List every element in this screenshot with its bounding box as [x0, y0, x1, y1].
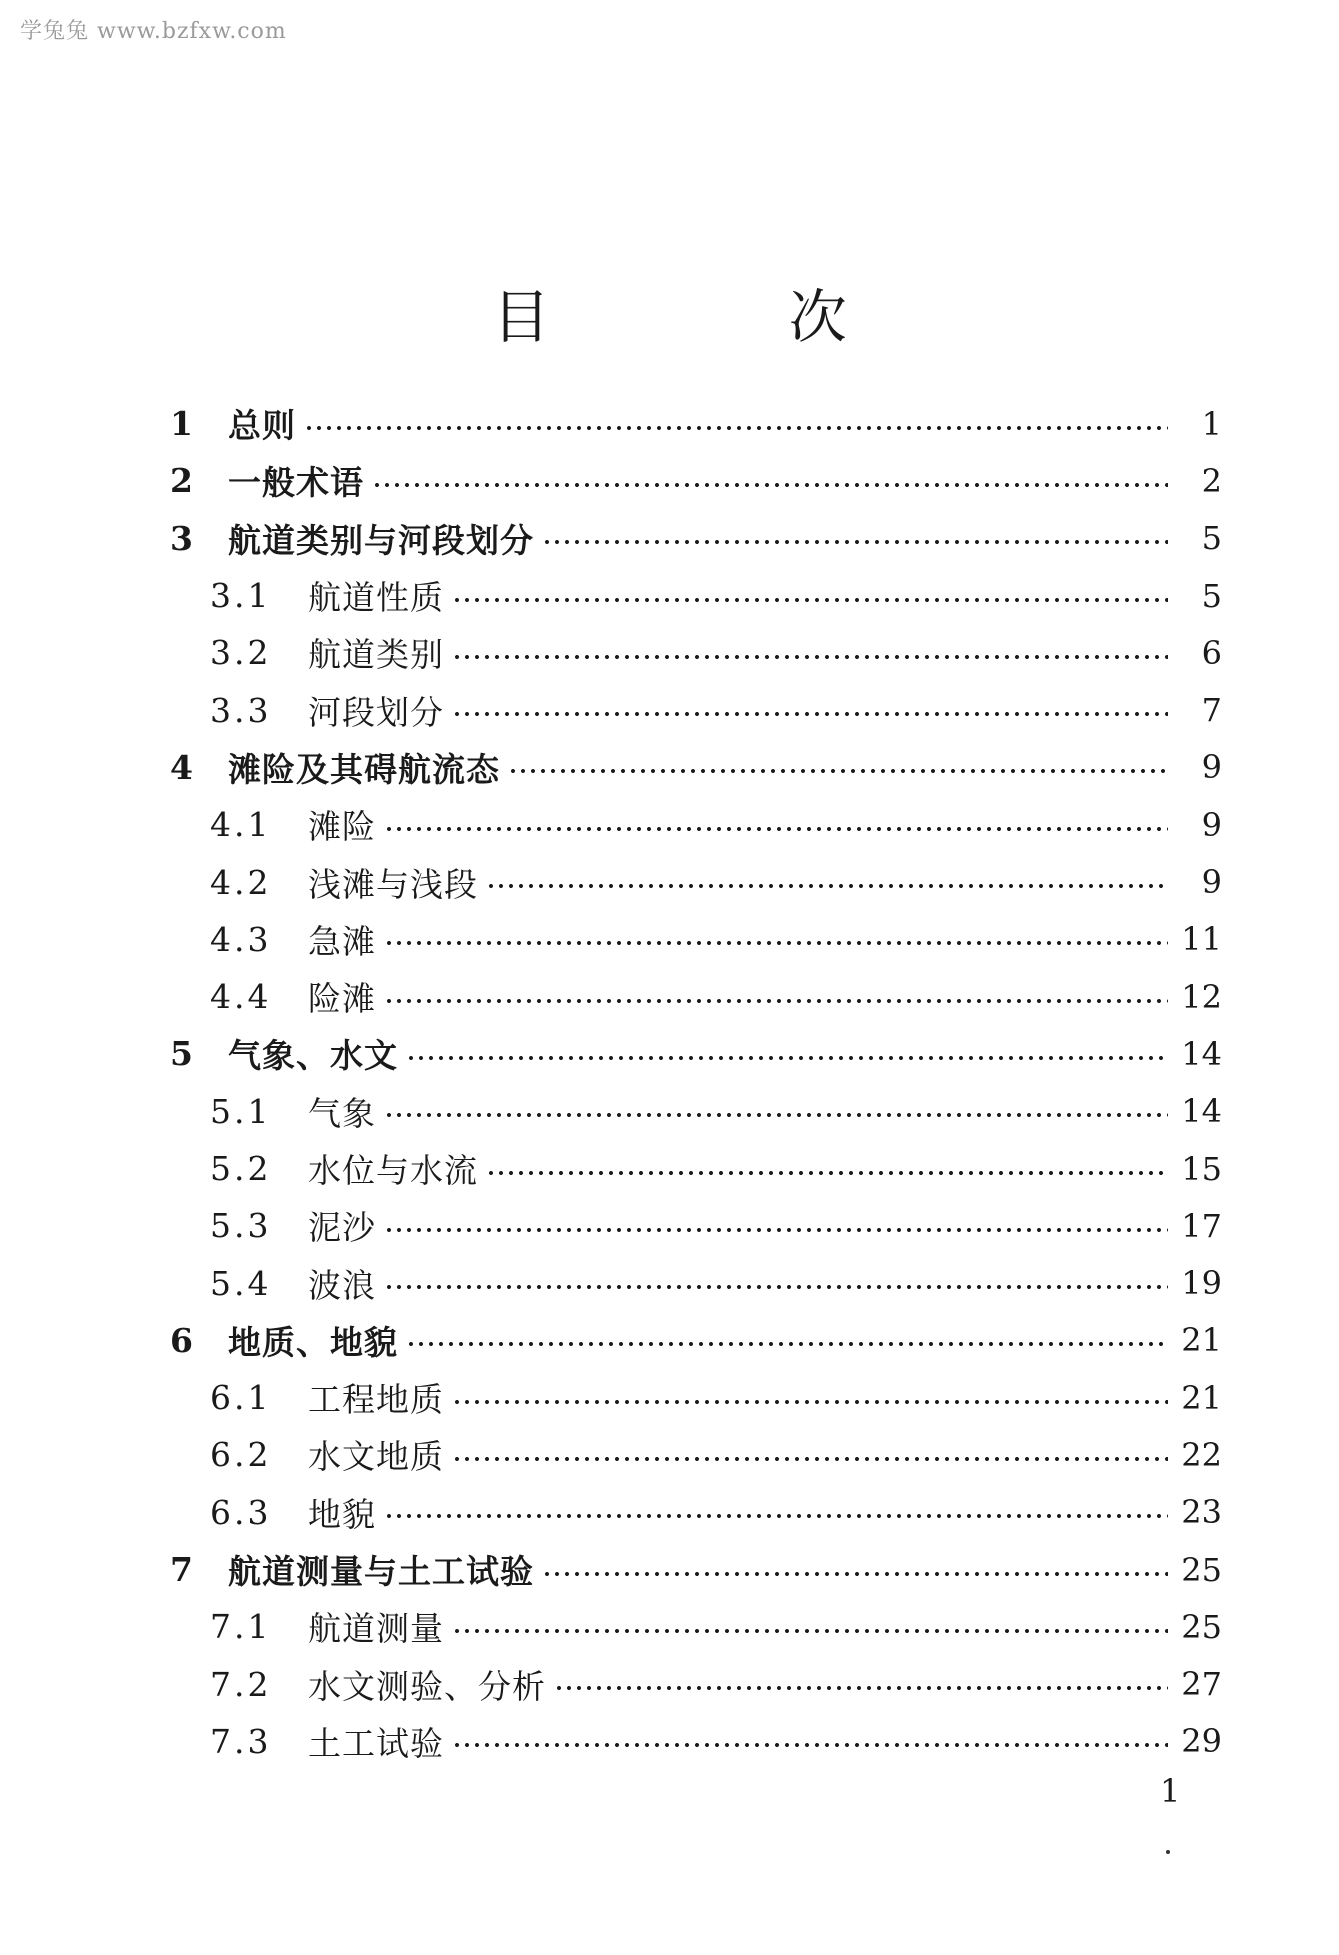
toc-entry-label: 地质、地貌	[228, 1322, 398, 1362]
dot-leader	[384, 1284, 1168, 1290]
dot-leader	[372, 482, 1168, 488]
toc-entry-3-1[interactable]	[170, 567, 1222, 624]
toc-entry-label: 气象、水文	[228, 1036, 398, 1076]
dot-leader	[384, 998, 1168, 1004]
toc-entry-5-1[interactable]	[170, 1083, 1222, 1140]
toc-entry-2[interactable]	[170, 452, 1222, 509]
toc-entry-number: 6	[170, 1320, 193, 1360]
table-of-contents	[170, 395, 1222, 1770]
toc-entry-page: 9	[1201, 748, 1222, 787]
toc-entry-page: 27	[1181, 1665, 1222, 1704]
dot-leader	[384, 1112, 1168, 1118]
toc-entry-label: 水文测验、分析	[308, 1666, 546, 1706]
toc-entry-1[interactable]	[170, 395, 1222, 452]
toc-entry-page: 17	[1181, 1206, 1222, 1245]
dot-leader	[384, 1227, 1168, 1233]
toc-entry-4-2[interactable]	[170, 853, 1222, 910]
toc-entry-label: 土工试验	[308, 1723, 444, 1763]
toc-entry-7[interactable]	[170, 1541, 1222, 1598]
toc-entry-page: 29	[1181, 1722, 1222, 1761]
toc-entry-page: 21	[1181, 1378, 1222, 1417]
toc-entry-3[interactable]	[170, 510, 1222, 567]
dot-leader	[508, 768, 1168, 774]
toc-entry-page: 6	[1201, 633, 1222, 672]
toc-entry-number: 3	[170, 518, 193, 558]
dot-leader	[304, 425, 1168, 431]
dot-leader	[452, 654, 1168, 660]
toc-entry-3-2[interactable]	[170, 624, 1222, 681]
toc-entry-number: 6.1	[210, 1378, 272, 1418]
toc-entry-number: 4.4	[210, 977, 272, 1017]
toc-entry-number: 5.1	[210, 1091, 272, 1131]
toc-entry-number: 4.3	[210, 919, 272, 959]
toc-entry-label: 航道性质	[308, 578, 444, 618]
toc-entry-4-4[interactable]	[170, 968, 1222, 1025]
dot-leader	[486, 883, 1168, 889]
toc-entry-number: 5.3	[210, 1206, 272, 1246]
dot-leader	[452, 597, 1168, 603]
toc-entry-number: 5.4	[210, 1263, 272, 1303]
toc-entry-label: 航道测量与土工试验	[228, 1552, 534, 1592]
toc-entry-number: 4.2	[210, 862, 272, 902]
toc-entry-page: 23	[1181, 1493, 1222, 1532]
toc-entry-number: 5.2	[210, 1149, 272, 1188]
dot-leader	[542, 539, 1168, 545]
toc-entry-7-3[interactable]	[170, 1713, 1222, 1770]
toc-entry-page: 9	[1201, 863, 1222, 902]
toc-entry-6[interactable]	[170, 1312, 1222, 1369]
toc-entry-page: 5	[1201, 519, 1222, 558]
page-title: 目 次	[492, 283, 957, 351]
toc-entry-label: 工程地质	[308, 1380, 444, 1420]
toc-entry-label: 波浪	[308, 1265, 376, 1305]
toc-entry-7-1[interactable]	[170, 1598, 1222, 1655]
toc-entry-page: 2	[1201, 461, 1222, 500]
toc-entry-page: 21	[1181, 1321, 1222, 1360]
toc-entry-number: 7	[170, 1550, 193, 1590]
toc-entry-number: 1	[170, 404, 193, 444]
toc-entry-page: 25	[1181, 1607, 1222, 1646]
toc-entry-page: 19	[1181, 1264, 1222, 1303]
dot-leader	[384, 940, 1168, 946]
toc-entry-page: 14	[1181, 1034, 1222, 1073]
toc-entry-number: 3.2	[210, 633, 272, 673]
toc-entry-page: 15	[1181, 1149, 1222, 1188]
toc-entry-3-3[interactable]	[170, 681, 1222, 738]
toc-entry-page: 11	[1181, 920, 1222, 959]
toc-entry-4-1[interactable]	[170, 796, 1222, 853]
toc-entry-label: 航道类别	[308, 635, 444, 675]
toc-entry-number: 4.1	[210, 805, 272, 845]
dot-leader	[452, 1742, 1168, 1748]
toc-entry-label: 泥沙	[308, 1208, 376, 1248]
toc-entry-5-2[interactable]	[170, 1140, 1222, 1197]
toc-entry-page: 14	[1181, 1092, 1222, 1131]
toc-entry-5-3[interactable]	[170, 1197, 1222, 1254]
toc-entry-page: 1	[1201, 404, 1222, 443]
toc-entry-label: 浅滩与浅段	[308, 864, 478, 904]
toc-entry-5-4[interactable]	[170, 1254, 1222, 1311]
toc-entry-label: 险滩	[308, 979, 376, 1019]
toc-entry-6-2[interactable]	[170, 1426, 1222, 1483]
dot-leader	[554, 1685, 1168, 1691]
toc-entry-label: 急滩	[308, 921, 376, 961]
scan-speck	[1166, 1850, 1170, 1854]
toc-entry-label: 航道测量	[308, 1609, 444, 1649]
toc-entry-4[interactable]	[170, 739, 1222, 796]
toc-entry-number: 3.1	[210, 576, 272, 616]
toc-entry-4-3[interactable]	[170, 911, 1222, 968]
toc-entry-label: 水位与水流	[308, 1151, 478, 1190]
toc-entry-6-3[interactable]	[170, 1484, 1222, 1541]
watermark: 学兔兔 www.bzfxw.com	[20, 19, 287, 44]
page-number: 1	[1160, 1772, 1181, 1810]
dot-leader	[452, 1456, 1168, 1462]
dot-leader	[384, 1513, 1168, 1519]
toc-entry-number: 7.3	[210, 1721, 272, 1761]
toc-entry-number: 3.3	[210, 690, 272, 730]
toc-entry-page: 25	[1181, 1550, 1222, 1589]
toc-entry-number: 7.1	[210, 1607, 272, 1647]
toc-entry-label: 滩险及其碍航流态	[228, 749, 500, 789]
toc-entry-page: 12	[1181, 977, 1222, 1016]
dot-leader	[406, 1341, 1168, 1347]
toc-entry-page: 5	[1201, 576, 1222, 615]
dot-leader	[384, 826, 1168, 832]
dot-leader	[452, 1399, 1168, 1405]
toc-entry-label: 总则	[228, 406, 296, 446]
toc-entry-6-1[interactable]	[170, 1369, 1222, 1426]
dot-leader	[542, 1571, 1168, 1577]
toc-entry-label: 水文地质	[308, 1437, 444, 1477]
toc-entry-label: 地貌	[308, 1494, 376, 1534]
dot-leader	[406, 1055, 1168, 1061]
dot-leader	[452, 711, 1168, 717]
toc-entry-number: 5	[170, 1034, 193, 1074]
toc-entry-label: 河段划分	[308, 692, 444, 732]
toc-entry-label: 气象	[308, 1093, 376, 1133]
toc-entry-number: 6.3	[210, 1492, 272, 1532]
dot-leader	[452, 1628, 1168, 1634]
toc-entry-label: 一般术语	[228, 463, 364, 503]
toc-entry-number: 2	[170, 461, 193, 501]
toc-entry-7-2[interactable]	[170, 1656, 1222, 1713]
toc-entry-page: 9	[1201, 805, 1222, 844]
toc-entry-label: 航道类别与河段划分	[228, 520, 534, 560]
toc-entry-page: 7	[1201, 691, 1222, 730]
toc-entry-number: 4	[170, 747, 193, 787]
toc-entry-5[interactable]	[170, 1025, 1222, 1082]
toc-entry-label: 滩险	[308, 807, 376, 847]
toc-entry-number: 6.2	[210, 1435, 272, 1475]
toc-entry-page: 22	[1181, 1435, 1222, 1474]
toc-entry-number: 7.2	[210, 1664, 272, 1704]
dot-leader	[486, 1170, 1168, 1176]
